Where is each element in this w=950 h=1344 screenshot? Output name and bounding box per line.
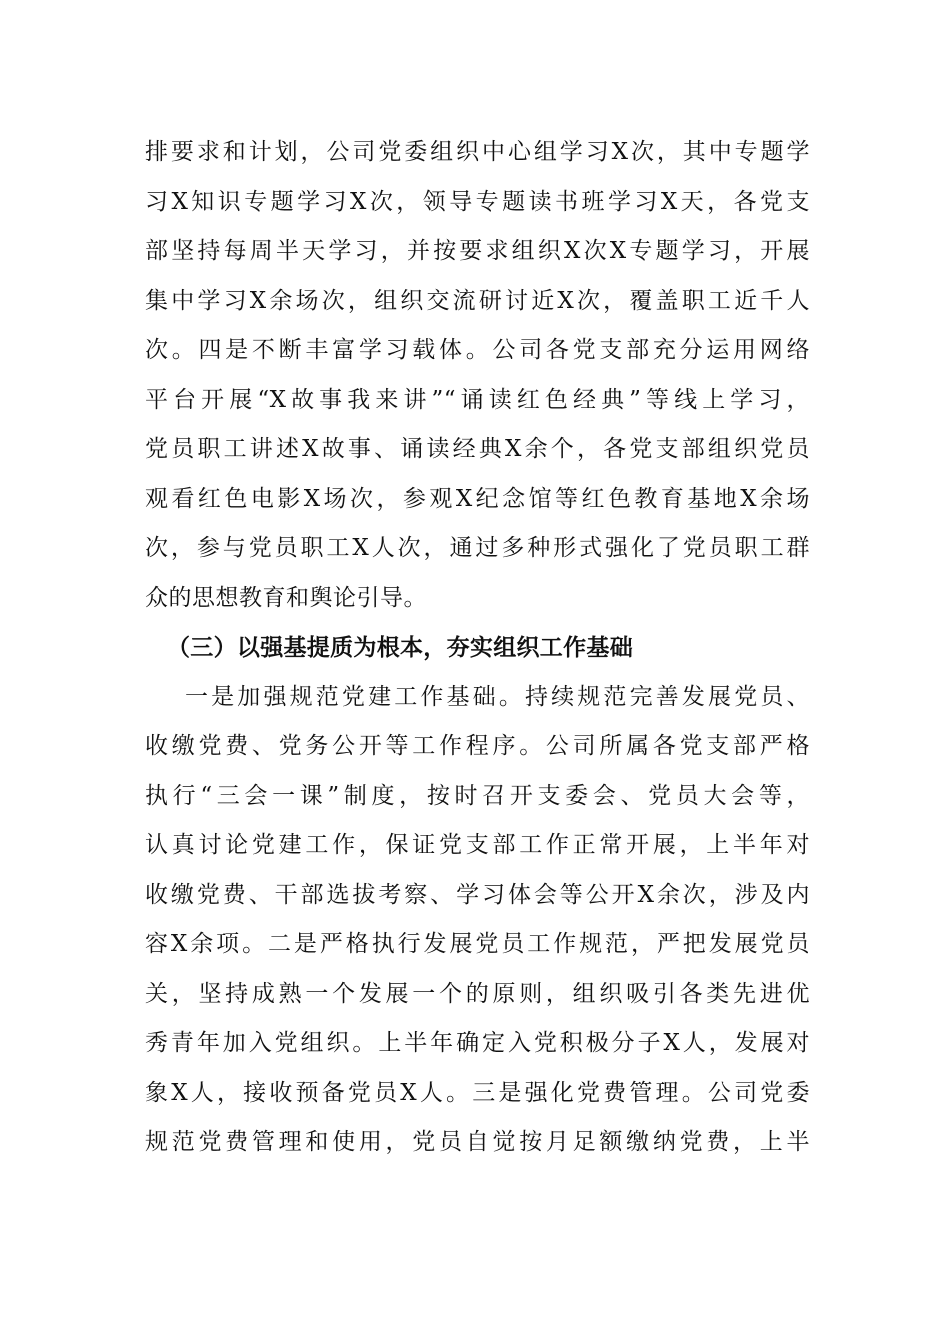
body-line: 规范党费管理和使用，党员自觉按月足额缴纳党费，上半: [145, 1129, 810, 1155]
body-line: 集中学习X余场次，组织交流研讨近X次，覆盖职工近千人: [145, 287, 810, 314]
body-line: 习X知识专题学习X次，领导专题读书班学习X天，各党支: [145, 188, 810, 215]
body-line: 象X人，接收预备党员X人。三是强化党费管理。公司党委: [145, 1079, 810, 1106]
body-line: 秀青年加入党组织。上半年确定入党积极分子X人，发展对: [145, 1030, 810, 1056]
body-line: 排要求和计划，公司党委组织中心组学习X次，其中专题学: [145, 139, 810, 165]
body-line: 收缴党费、干部选拔考察、学习体会等公开X余次，涉及内: [145, 881, 810, 908]
body-line: 平台开展“X故事我来讲”“诵读红色经典”等线上学习，: [145, 386, 810, 413]
body-line: 关，坚持成熟一个发展一个的原则，组织吸引各类先进优: [145, 980, 810, 1007]
section-heading: （三）以强基提质为根本，夯实组织工作基础: [167, 634, 633, 661]
body-line: 众的思想教育和舆论引导。: [145, 584, 427, 611]
body-line: 观看红色电影X场次，参观X纪念馆等红色教育基地X余场: [145, 485, 810, 512]
body-line: 认真讨论党建工作，保证党支部工作正常开展，上半年对: [145, 832, 810, 858]
body-line: 一是加强规范党建工作基础。持续规范完善发展党员、: [185, 683, 810, 710]
body-line: 次，参与党员职工X人次，通过多种形式强化了党员职工群: [145, 535, 810, 561]
body-line: 部坚持每周半天学习，并按要求组织X次X专题学习，开展: [145, 238, 810, 264]
body-line: 收缴党费、党务公开等工作程序。公司所属各党支部严格: [145, 733, 810, 759]
document-body: [145, 128, 810, 1168]
body-line: 党员职工讲述X故事、诵读经典X余个，各党支部组织党员: [145, 436, 810, 462]
body-line: 次。四是不断丰富学习载体。公司各党支部充分运用网络: [145, 337, 810, 363]
body-line: 容X余项。二是严格执行发展党员工作规范，严把发展党员: [145, 931, 810, 957]
body-line: 执行“三会一课”制度，按时召开支委会、党员大会等，: [145, 782, 810, 809]
